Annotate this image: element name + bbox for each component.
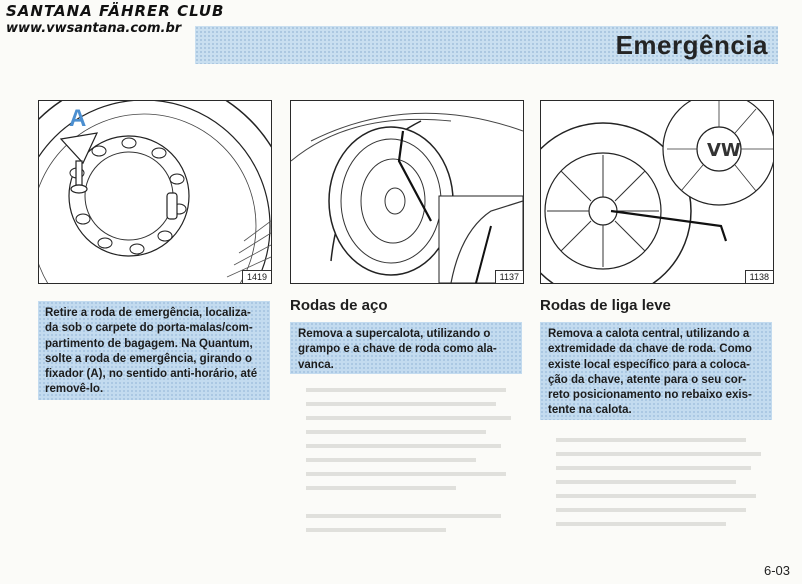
svg-text:VW: VW (707, 140, 741, 161)
callout-label-a: A (69, 105, 87, 132)
figure-number: 1137 (495, 270, 523, 283)
note-text: Retire a roda de emergência, localiza-da sob o carpete do porta-malas/com-partimento de bagagem. Na Quantum, solte a roda de emergência, girando o fixador (A), no sentido anti-horário, até removê-lo. (45, 307, 258, 396)
bleed-through-texture (546, 430, 771, 550)
figure-alloy-wheel (540, 100, 774, 284)
club-name: SANTANA FÄHRER CLUB (6, 2, 225, 20)
section-banner (195, 26, 778, 64)
note-spare-wheel (38, 301, 270, 400)
note-alloy-wheels (540, 322, 772, 420)
steel-wheel-illustration (291, 101, 523, 283)
bleed-through-texture (296, 380, 526, 550)
site-url[interactable]: www.vwsantana.com.br (6, 21, 182, 36)
figure-steel-wheel (290, 100, 524, 284)
alloy-wheel-illustration (541, 101, 773, 283)
figure-spare-wheel (38, 100, 272, 284)
page-number: 6-03 (763, 563, 790, 578)
note-text: Remova a supercalota, utilizando o grampo e a chave de roda como ala-vanca. (298, 328, 497, 371)
note-text: Remova a calota central, utilizando a extremidade da chave de roda. Como existe local específico para a coloca-ção da chave, atente para o seu cor-reto posicionamento no rebaixo exis-tente na calota. (548, 328, 752, 417)
figure-number: 1138 (745, 270, 773, 283)
section-title: Emergência (615, 30, 768, 60)
heading-steel-wheels: Rodas de aço (290, 297, 388, 314)
figure-number: 1419 (242, 270, 271, 283)
note-steel-wheels (290, 322, 522, 374)
heading-alloy-wheels: Rodas de liga leve (540, 297, 671, 314)
